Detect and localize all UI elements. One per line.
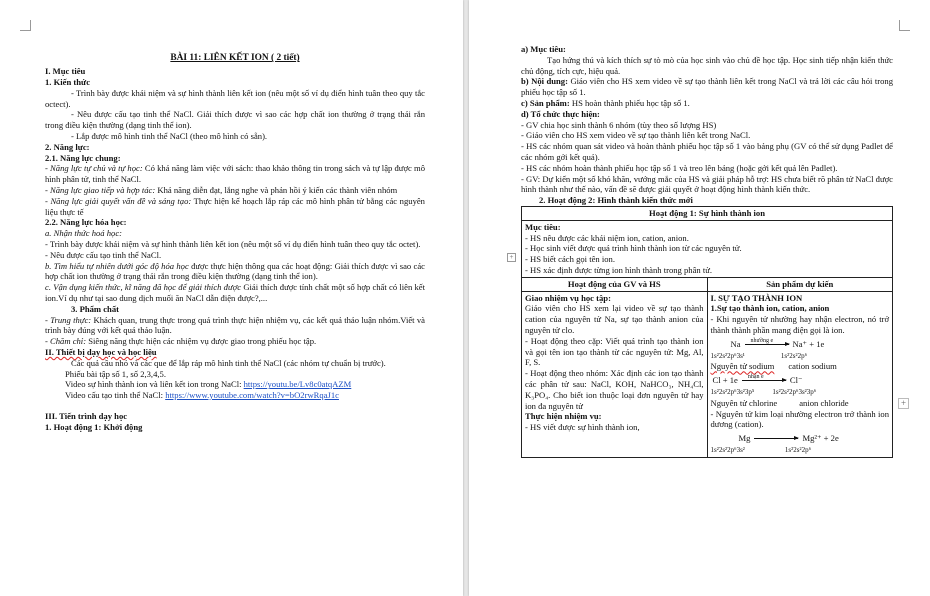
table-row xyxy=(522,206,893,220)
paragraph: Các quả cầu nhỏ và các que để lắp ráp mô hình tinh thể NaCl (các nhóm tự chuẩn bị trước). xyxy=(71,357,386,368)
add-row-plus-icon[interactable]: + xyxy=(898,398,909,409)
table-row xyxy=(522,291,893,457)
paragraph: - Nêu được cấu tạo tinh thể NaCl. Giải thích được vì sao các hợp chất ion thường ở trạng thái rắn trong điều kiện thường (dạng tinh thể ion). xyxy=(45,109,425,131)
list-item: - HS nêu được các khái niệm ion, cation, anion. xyxy=(525,232,689,243)
blank-line xyxy=(45,401,425,411)
list-item: - Học sinh viết được quá trình hình thành ion từ các nguyên tử. xyxy=(525,243,742,254)
task-label: Giao nhiệm vụ học tập: xyxy=(525,292,611,303)
subsection-heading: a) Mục tiêu: xyxy=(521,44,566,54)
reaction-magnesium xyxy=(711,433,890,444)
species-name: cation sodium xyxy=(788,361,837,372)
margin-corner-mark xyxy=(20,20,31,31)
lesson-title: BÀI 11: LIÊN KẾT ION ( 2 tiết) xyxy=(170,53,300,64)
reactant: Mg xyxy=(738,433,751,444)
table-row xyxy=(522,277,893,291)
reactant: Cl + 1e xyxy=(712,375,738,386)
paragraph: Video sự hình thành ion và liên kết ion trong NaCl: https://youtu.be/Lv8c0atqAZM xyxy=(65,379,352,390)
task-label: Thực hiện nhiệm vụ: xyxy=(525,411,602,422)
electron-config-row xyxy=(711,387,890,398)
list-item: - HS biết cách gọi tên ion. xyxy=(525,254,615,265)
electron-config: 1s²2s²2p⁶3s¹ xyxy=(710,351,745,360)
paragraph: a. Nhận thức hoá học: xyxy=(45,228,123,239)
subsection-heading: d) Tổ chức thực hiện: xyxy=(521,108,600,119)
paragraph: - Giáo viên cho HS xem video về sự tạo thành liên kết trong NaCl. xyxy=(521,130,751,141)
teacher-activity-cell xyxy=(522,291,708,457)
paragraph: Video cấu tạo tinh thể NaCl: https://www.youtube.com/watch?v=bO2rwRqaJ1c xyxy=(65,390,339,401)
section-heading: II. Thiết bị dạy học và học liệu xyxy=(45,346,157,357)
subsection-heading: 3. Phẩm chất xyxy=(71,303,119,314)
column-header-product: Sản phẩm dự kiến xyxy=(707,277,893,291)
paragraph: - Trình bày được khái niệm và sự hình thành liên kết ion (nêu một số ví dụ điển hình tuân theo quy tắc octect). xyxy=(45,87,425,109)
species-name-row xyxy=(711,361,890,372)
paragraph: - HS các nhóm hoàn thành phiếu học tập số 1 và treo lên bảng (hoặc gởi kết quả lên Padlet). xyxy=(521,162,838,173)
electron-config-row xyxy=(711,445,890,456)
objectives-cell xyxy=(522,220,893,277)
paragraph: - Chăm chỉ: Siêng năng thực hiện các nhiệm vụ được giao trong phiếu học tập. xyxy=(45,336,317,347)
margin-corner-mark xyxy=(899,20,910,31)
paragraph: - Trung thực: Khách quan, trung thực trong quá trình thực hiện nhiệm vụ, các kết quả thảo luận nhóm.Viết và trình bày đúng với kết quả thảo luận. xyxy=(45,314,426,336)
electron-config-row xyxy=(711,351,890,362)
section-heading: I. Mục tiêu xyxy=(45,66,86,77)
section-heading: III. Tiến trình dạy học xyxy=(45,410,128,421)
reaction-arrow-icon xyxy=(754,438,798,439)
paragraph: - Hoạt động theo nhóm: Xác định các ion tạo thành các phân tử sau: NaCl, KOH, NaHCO₃, NH₄Cl, K₃PO₄. Cho biết ion thuộc loại đơn nguyên tử hay ion đa nguyên tử xyxy=(525,368,704,411)
product: Mg²⁺ + 2e xyxy=(802,433,839,444)
document-page-1 xyxy=(0,0,463,596)
video-link-ion[interactable]: https://youtu.be/Lv8c0atqAZM xyxy=(243,379,352,390)
species-name: anion chloride xyxy=(799,397,849,408)
column-header-teacher: Hoạt động của GV và HS xyxy=(522,277,708,291)
table-header-cell: Hoạt động 1: Sự hình thành ion xyxy=(522,206,893,220)
electron-config: 1s²2s²2p⁶ xyxy=(780,351,808,360)
subsection-heading: 2. Hoạt động 2: Hình thành kiến thức mới xyxy=(539,195,693,206)
paragraph: b. Tìm hiểu tự nhiên dưới góc độ hóa học được thực hiện thông qua các hoạt động: Giải thích được vì sao các hợp chất ion thường ở trạng thái rắn trong điều kiện thường (dạng tinh thể ion). xyxy=(45,260,425,282)
paragraph: - Năng lực tự chủ và tự học: Có khả năng làm việc với sách: thao khảo thông tin trong sách và tự lập được mô hình phân tử, tinh thể NaCl. xyxy=(45,163,425,185)
paragraph: Tạo hứng thú và kích thích sự tò mò của học sinh vào chủ đề học tập. Học sinh tiếp nhận kiến thức chủ động, tích cực, hiệu quả. xyxy=(521,54,893,76)
subsection-heading: 1. Kiến thức xyxy=(45,76,91,87)
species-name-row xyxy=(711,398,890,409)
product: Na⁺ + 1e xyxy=(792,338,825,349)
activity-table xyxy=(521,206,893,458)
video-link-nacl[interactable]: https://www.youtube.com/watch?v=bO2rwRqaJ1c xyxy=(165,390,339,401)
paragraph: - Trình bày được khái niệm và sự hình thành liên kết ion (nêu một số ví dụ điển hình tuân theo quy tắc octet). xyxy=(45,238,421,249)
table-row xyxy=(522,220,893,277)
paragraph: - GV: Dự kiến một số khó khăn, vướng mắc của HS và giải pháp hỗ trợ: HS chưa biết rõ phân tử NaCl được hình thành như thế nào, vấn đề sẽ được giải quyết ở hoạt động hình thành kiến thức. xyxy=(521,173,893,195)
reaction-arrow-icon: nhường e xyxy=(745,344,789,345)
reactant: Na xyxy=(730,338,741,349)
paragraph: c) Sản phẩm: HS hoàn thành phiếu học tập số 1. xyxy=(521,97,690,108)
table-move-handle-icon[interactable]: + xyxy=(507,253,516,262)
electron-config: 1s²2s²2p⁶3s²3p⁶ xyxy=(772,387,817,396)
paragraph: - Hoạt động theo cặp: Viết quá trình tạo thành ion và gọi tên ion tạo thành từ các nguyên tử: Mg, Al, F, S. xyxy=(525,335,704,368)
product: Cl⁻ xyxy=(789,375,803,386)
paragraph: - HS các nhóm quan sát video và hoàn thành phiếu học tập số 1 vào bảng phụ (GV có thể sử dụng Padlet để các nhóm gởi kết quả). xyxy=(521,141,893,162)
reaction-sodium xyxy=(711,339,890,350)
paragraph: - Nguyên tử kim loại nhường electron trở thành ion dương (cation). xyxy=(710,408,889,430)
paragraph: c. Vận dụng kiến thức, kĩ năng đã học để giải thích được Giải thích được tính chất một số hợp chất có liên kết ion.Ví dụ như tại sao dung dịch muối ăn NaCl dẫn điện được?,... xyxy=(45,282,425,303)
paragraph: - HS viết được sự hình thành ion, xyxy=(525,422,640,433)
species-name: Nguyên tử sodium xyxy=(710,361,775,372)
objectives-label: Mục tiêu: xyxy=(525,221,561,232)
species-name: Nguyên tử chlorine xyxy=(710,397,778,408)
product-heading: I. SỰ TẠO THÀNH ION xyxy=(710,292,803,303)
page-1-body xyxy=(45,44,425,432)
document-page-2 xyxy=(469,0,930,596)
reaction-arrow-icon: nhận e xyxy=(742,380,786,381)
paragraph: Phiếu bài tập số 1, số 2,3,4,5. xyxy=(65,368,166,379)
expected-product-cell xyxy=(707,291,893,457)
product-subheading: 1.Sự tạo thành ion, cation, anion xyxy=(710,303,830,314)
subsection-heading: 2.2. Năng lực hóa học: xyxy=(45,217,127,228)
paragraph: - Nêu được cấu tạo tinh thể NaCl. xyxy=(45,249,162,260)
paragraph: Giáo viên cho HS xem lại video về sự tạo thành cation của nguyên tử Na, sự tạo thành anion của nguyên tử clo. xyxy=(525,303,704,335)
page-2-body xyxy=(521,44,893,458)
subsection-heading: 2.1. Năng lực chung: xyxy=(45,152,121,163)
list-item: - HS xác định được từng ion hình thành trong phân tử. xyxy=(525,264,713,275)
subsection-heading: 2. Năng lực: xyxy=(45,141,90,152)
electron-config: 1s²2s²2p⁶3s² xyxy=(710,445,745,454)
reaction-chlorine xyxy=(711,375,890,386)
electron-config: 1s²2s²2p⁶ xyxy=(784,445,812,454)
paragraph: - Lắp được mô hình tinh thể NaCl (theo mô hình có sẵn). xyxy=(71,130,268,141)
paragraph: - GV chia học sinh thành 6 nhóm (tùy theo số lượng HS) xyxy=(521,119,717,130)
electron-config: 1s²2s²2p⁶3s²3p⁵ xyxy=(710,387,755,396)
paragraph: - Năng lực giải quyết vấn đề và sáng tạo: Thực hiện kế hoạch lắp ráp các mô hình phân tử bằng các nguyên liệu thực tế xyxy=(45,195,425,217)
paragraph: - Khi nguyên tử nhường hay nhận electron, nó trở thành thành phần mang điện gọi là ion. xyxy=(710,314,889,335)
paragraph: - Năng lực giao tiếp và hợp tác: Khả năng diễn đạt, lắng nghe và phản hồi ý kiến các thành viên nhóm xyxy=(45,184,398,195)
paragraph: b) Nội dung: Giáo viên cho HS xem video về sự tạo thành liên kết trong NaCl và trả lời các câu hỏi trong phiếu học tập số 1. xyxy=(521,76,894,98)
subsection-heading: 1. Hoạt động 1: Khởi động xyxy=(45,421,143,432)
